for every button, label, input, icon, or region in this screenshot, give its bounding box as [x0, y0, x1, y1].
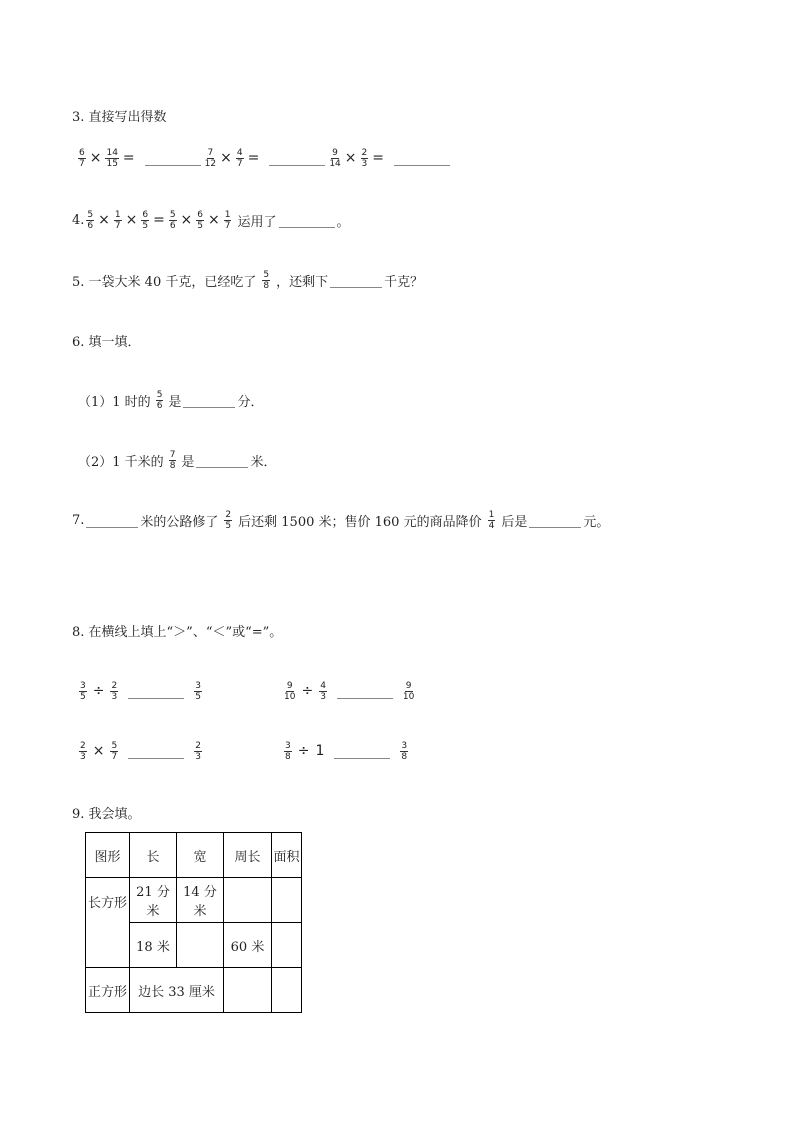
text: 5 — [195, 691, 201, 702]
text: 2 — [361, 147, 368, 158]
q3-row — [76, 143, 452, 173]
text — [86, 833, 302, 1013]
text: 5 — [169, 209, 176, 220]
fraction — [400, 741, 408, 762]
text: 7 — [114, 220, 121, 231]
table-cell: 18 米 — [130, 923, 177, 968]
text: 12 — [204, 158, 217, 169]
answer-blank[interactable] — [196, 453, 248, 468]
fraction — [105, 148, 118, 169]
math-operator: × — [125, 212, 138, 228]
q8-item — [282, 676, 416, 706]
math-operator: × — [344, 150, 357, 166]
text: 8 — [285, 751, 291, 762]
text: 5 — [263, 269, 270, 280]
table-cell: 图形 — [86, 833, 130, 878]
text: 2 — [195, 740, 201, 751]
text: 10 — [284, 691, 296, 702]
answer-cell[interactable] — [272, 923, 302, 968]
math-operator: = — [372, 150, 384, 166]
text: 9 — [332, 147, 338, 158]
text: 15 — [106, 158, 118, 169]
text: 1 — [224, 209, 231, 220]
text: 6 — [169, 220, 176, 231]
answer-cell[interactable] — [224, 968, 272, 1013]
text: 7 — [224, 220, 231, 231]
text: 7 — [236, 158, 243, 169]
math-operator: × — [220, 150, 232, 166]
answer-blank[interactable] — [330, 273, 382, 288]
text: 9 — [286, 680, 293, 691]
answer-blank[interactable] — [394, 151, 450, 166]
answer-blank[interactable] — [145, 151, 201, 166]
text: （2）1 千米的 — [78, 454, 164, 470]
table-cell: 21 分米 — [130, 878, 177, 923]
text: 千克？ — [384, 274, 424, 290]
table-cell: 面积 — [272, 833, 302, 878]
math-operator: × — [180, 212, 193, 228]
text: 14 — [329, 158, 341, 169]
math-operator: × — [98, 212, 110, 228]
text: 7 — [169, 449, 176, 460]
text: 4 — [320, 680, 326, 691]
text: （1）1 时的 — [78, 394, 151, 410]
math-operator: 1 — [315, 743, 325, 759]
text: 3 — [195, 751, 201, 762]
math-operator: × — [208, 212, 220, 228]
answer-blank[interactable] — [529, 513, 581, 528]
fraction — [224, 510, 232, 531]
q6-part2 — [78, 445, 276, 475]
q6-part1 — [78, 385, 263, 415]
math-operator: ÷ — [301, 683, 314, 699]
fraction — [169, 210, 177, 231]
text: 7 — [111, 751, 118, 762]
text: 米的公路修了 — [140, 514, 219, 530]
text: 5 — [80, 691, 86, 702]
fraction — [194, 681, 202, 702]
fraction — [169, 450, 177, 471]
answer-blank[interactable] — [279, 213, 335, 228]
q6-title: 6. 填一填． — [72, 334, 141, 350]
table-row — [86, 968, 302, 1013]
text: 5 — [111, 740, 118, 751]
table-cell: 长 — [130, 833, 177, 878]
fraction — [196, 210, 204, 231]
q4 — [72, 205, 350, 235]
text: 5. 一袋大米 40 千克，已经吃了 — [72, 274, 257, 290]
math-operator: = — [153, 212, 165, 228]
table-cell: 14 分米 — [177, 878, 224, 923]
text: 3 — [80, 680, 86, 691]
math-operator: = — [122, 150, 135, 166]
fraction — [329, 148, 340, 169]
text: 6 — [87, 220, 94, 231]
math-operator: × — [89, 150, 102, 166]
text: 5 — [156, 389, 163, 400]
answer-cell[interactable] — [272, 878, 302, 923]
math-operator: = — [247, 150, 260, 166]
fraction — [361, 148, 369, 169]
fraction — [114, 210, 122, 231]
fraction — [141, 210, 149, 231]
q7 — [72, 505, 609, 535]
text: 2 — [225, 509, 232, 520]
table-row — [86, 878, 302, 923]
fraction — [488, 510, 496, 531]
fraction — [86, 210, 94, 231]
answer-blank[interactable] — [183, 393, 235, 408]
fraction — [236, 148, 244, 169]
text: 9 — [405, 680, 412, 691]
answer-blank[interactable] — [86, 513, 138, 528]
text: 1 — [488, 509, 495, 520]
text: 3 — [361, 158, 368, 169]
answer-blank[interactable] — [269, 151, 325, 166]
table-row — [86, 833, 302, 878]
text: 8 — [263, 280, 270, 291]
text: 10 — [402, 691, 415, 702]
answer-cell[interactable] — [224, 878, 272, 923]
text: 4 — [236, 147, 243, 158]
text: 3 — [401, 740, 408, 751]
answer-blank[interactable] — [334, 744, 390, 759]
fraction — [284, 741, 292, 762]
text: 6 — [156, 400, 163, 411]
fraction — [403, 681, 414, 702]
text: 4. — [72, 212, 85, 228]
text: 4 — [488, 520, 495, 531]
answer-blank[interactable] — [337, 684, 393, 699]
answer-blank[interactable] — [128, 684, 184, 699]
q5 — [72, 265, 423, 295]
text: ，还剩下 — [276, 274, 329, 290]
text: 后还剩 1500 米；售价 160 元的商品降价 — [238, 514, 482, 530]
answer-cell[interactable] — [177, 923, 224, 968]
text: 3 — [320, 691, 326, 702]
fraction — [156, 390, 164, 411]
text: 3 — [80, 751, 86, 762]
text: 5 — [197, 220, 204, 231]
text: 5 — [225, 520, 232, 531]
math-operator: × — [92, 743, 105, 759]
fraction — [194, 741, 202, 762]
q8-title: 8. 在横线上填上“＞”、“＜”或“=”。 — [72, 624, 283, 640]
fraction — [79, 741, 87, 762]
table-cell: 正方形 — [86, 968, 130, 1013]
q9-title: 9. 我会填。 — [72, 806, 141, 822]
text: 是 — [168, 394, 182, 410]
fraction — [319, 681, 327, 702]
text: 分． — [237, 394, 264, 410]
q8-item — [77, 676, 204, 706]
q8-item — [77, 736, 204, 766]
q3-title: 3. 直接写出得数 — [72, 109, 167, 125]
math-operator: ÷ — [297, 743, 310, 759]
fraction — [78, 148, 86, 169]
fraction — [205, 148, 216, 169]
text: 2 — [80, 740, 86, 751]
table-cell: 边长 33 厘米 — [130, 968, 224, 1013]
q8-item — [282, 736, 410, 766]
text: 7 — [79, 158, 85, 169]
text: 6 — [197, 209, 204, 220]
text: 后是 — [501, 514, 528, 530]
fraction — [224, 210, 232, 231]
fraction — [262, 270, 270, 291]
text: 8 — [169, 460, 176, 471]
text: 1 — [114, 209, 121, 220]
text: 6 — [142, 209, 149, 220]
text: 米． — [250, 454, 277, 470]
text: 。 — [336, 214, 350, 230]
text: 3 — [111, 691, 118, 702]
text: 7. — [72, 512, 85, 528]
math-operator: ÷ — [92, 683, 105, 699]
text: 5 — [142, 220, 149, 231]
text: 3 — [195, 680, 201, 691]
text: 2 — [111, 680, 118, 691]
text: 14 — [106, 147, 118, 158]
fraction — [79, 681, 87, 702]
fraction — [110, 741, 118, 762]
text: 8 — [401, 751, 408, 762]
fraction — [284, 681, 295, 702]
fraction — [110, 681, 118, 702]
table-cell: 60 米 — [224, 923, 272, 968]
table-cell: 周长 — [224, 833, 272, 878]
answer-cell[interactable] — [272, 968, 302, 1013]
table-cell: 宽 — [177, 833, 224, 878]
table-cell: 长方形 — [86, 878, 130, 968]
text: 运用了 — [237, 214, 277, 230]
answer-blank[interactable] — [128, 744, 184, 759]
text: 元。 — [583, 514, 610, 530]
shape-table — [85, 832, 302, 1013]
text: 5 — [87, 209, 94, 220]
text: 6 — [79, 147, 85, 158]
text: 7 — [207, 147, 214, 158]
text: 3 — [285, 740, 291, 751]
text: 是 — [181, 454, 195, 470]
